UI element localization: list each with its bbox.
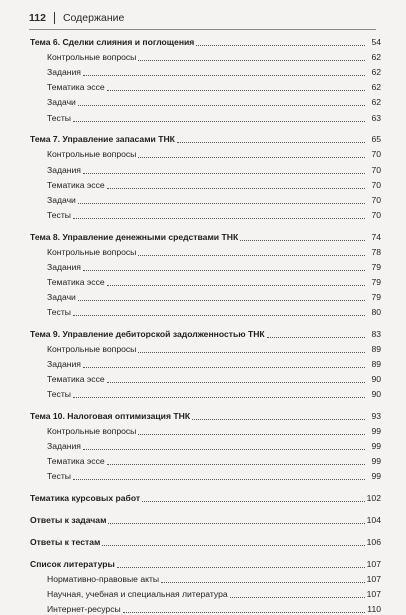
toc-subsection-page: 80 [371,307,381,318]
toc-subsection-label: Тематика эссе [47,82,105,93]
dot-leader [138,434,365,435]
dot-leader [142,501,365,502]
toc-subsection [30,385,381,400]
toc-subsection-label: Задачи [47,194,76,205]
dot-leader [108,523,364,524]
toc-subsection-label: Задания [47,164,81,175]
dot-leader [83,367,365,368]
toc-section [30,33,381,48]
toc-section-label: Тема 9. Управление дебиторской задолженностью ТНК [30,328,265,339]
toc-subsection [30,78,381,93]
toc-subsection [30,191,381,206]
group-spacer [30,548,381,555]
toc-subsection-page: 70 [371,164,381,175]
toc-subsection [30,160,381,175]
dot-leader [73,218,365,219]
toc-section-page: 65 [371,134,381,145]
page-number: 112 [29,12,46,24]
header-separator [54,12,55,24]
toc-section-label: Тема 10. Налоговая оптимизация ТНК [30,411,191,421]
toc-section-page: 106 [366,536,381,547]
section-title: Содержание [62,12,125,24]
group-spacer [30,124,381,131]
toc-subsection-label: Задания [47,261,81,272]
toc-subsection-page: 99 [371,471,381,482]
toc-section-label: Тема 8. Управление денежными средствами ТНК [30,231,239,242]
group-spacer [30,526,381,533]
toc-subsection-label: Задачи [47,291,76,302]
toc-subsection [30,467,381,482]
dot-leader [107,90,365,91]
toc-subsection-page: 99 [371,441,381,452]
toc-subsection-label: Задания [47,359,81,370]
dot-leader [138,60,365,61]
toc-section-label: Тематика курсовых работ [30,493,141,504]
dot-leader [138,352,365,353]
toc-section-label: Ответы к тестам [30,536,101,547]
toc-subsection [30,48,381,63]
toc-subsection-label: Научная, учебная и специальная литература [47,588,228,599]
toc-section-label: Тема 6. Сделки слияния и поглощения [30,37,195,48]
dot-leader [117,567,365,568]
toc-subsection-label: Тематика эссе [47,456,105,467]
toc-subsection-page: 99 [371,426,381,437]
dot-leader [102,545,364,546]
dot-leader [78,105,365,106]
toc-subsection [30,422,381,437]
toc-subsection-page: 70 [371,209,381,220]
toc-subsection-label: Тематика эссе [47,276,105,287]
toc-subsection-page: 62 [371,82,381,93]
toc-subsection [30,63,381,78]
dot-leader [138,157,365,158]
toc-subsection-page: 89 [371,359,381,370]
toc-subsection [30,303,381,318]
dot-leader [83,173,365,174]
toc-subsection [30,108,381,123]
toc-subsection-label: Тесты [47,112,71,123]
toc-subsection [30,258,381,273]
toc-subsection-label: Контрольные вопросы [47,149,137,160]
dot-leader [240,240,365,241]
toc-section [30,511,381,526]
toc-subsection [30,176,381,191]
dot-leader [161,582,365,583]
toc-subsection [30,370,381,385]
toc-subsection-page: 107 [366,573,381,584]
toc-section-label: Список литературы [30,558,115,569]
dot-leader [196,45,365,46]
dot-leader [192,419,365,420]
toc-subsection-label: Тесты [47,209,71,220]
toc-subsection [30,288,381,303]
toc-subsection-label: Контрольные вопросы [47,246,137,257]
toc-subsection [30,243,381,258]
toc-subsection-page: 89 [371,343,381,354]
toc-section [30,130,381,145]
toc-subsection [30,437,381,452]
table-of-contents [30,33,381,615]
toc-section-page: 54 [371,37,381,48]
toc-subsection-page: 79 [371,261,381,272]
toc-subsection [30,570,381,585]
toc-subsection-label: Контрольные вопросы [47,52,137,63]
dot-leader [138,255,365,256]
toc-subsection [30,452,381,467]
dot-leader [107,382,365,383]
toc-subsection-label: Задания [47,441,81,452]
toc-subsection-page: 70 [371,194,381,205]
toc-subsection-page: 70 [371,179,381,190]
toc-subsection [30,93,381,108]
dot-leader [73,397,365,398]
group-spacer [30,504,381,511]
dot-leader [123,612,365,613]
toc-subsection [30,206,381,221]
toc-subsection-page: 79 [371,291,381,302]
dot-leader [78,203,365,204]
dot-leader [83,449,365,450]
toc-subsection-page: 62 [371,97,381,108]
toc-subsection-page: 78 [371,246,381,257]
toc-subsection-page: 90 [371,374,381,385]
toc-subsection [30,600,381,615]
page-header [29,12,124,24]
toc-subsection [30,340,381,355]
dot-leader [107,188,365,189]
toc-subsection [30,273,381,288]
toc-section [30,325,381,340]
toc-subsection-label: Тесты [47,389,71,400]
toc-subsection-page: 79 [371,276,381,287]
toc-section [30,228,381,243]
toc-section-page: 83 [371,328,381,339]
toc-section-page: 104 [366,514,381,525]
toc-subsection-page: 62 [371,67,381,78]
dot-leader [73,479,365,480]
group-spacer [30,482,381,489]
toc-subsection-page: 110 [367,603,381,614]
toc-subsection-page: 70 [371,149,381,160]
toc-subsection-label: Нормативно-правовые акты [47,573,160,584]
dot-leader [73,121,365,122]
dot-leader [230,597,365,598]
dot-leader [83,75,365,76]
toc-subsection-label: Тесты [47,307,71,318]
toc-subsection-label: Контрольные вопросы [47,426,137,437]
header-rule [29,29,376,30]
toc-subsection-label: Тесты [47,471,71,482]
toc-subsection [30,585,381,600]
dot-leader [78,300,365,301]
toc-section-label: Ответы к задачам [30,514,107,525]
dot-leader [107,285,365,286]
toc-section [30,554,381,569]
toc-subsection-page: 63 [371,112,381,123]
toc-subsection-label: Тематика эссе [47,374,105,385]
toc-subsection-label: Задачи [47,97,76,108]
toc-section-label: Тема 7. Управление запасами ТНК [30,134,175,145]
toc-section-page: 107 [366,558,381,569]
dot-leader [73,315,365,316]
toc-section [30,533,381,548]
toc-subsection-page: 107 [366,588,381,599]
toc-subsection-page: 62 [371,52,381,63]
dot-leader [177,142,365,143]
toc-subsection [30,145,381,160]
toc-section [30,489,381,504]
toc-subsection [30,355,381,370]
dot-leader [267,337,365,338]
toc-section-page: 74 [371,231,381,242]
dot-leader [107,464,365,465]
group-spacer [30,221,381,228]
toc-section [30,407,381,422]
toc-subsection-label: Контрольные вопросы [47,343,137,354]
toc-section-page: 93 [371,411,381,421]
toc-subsection-label: Интернет-ресурсы [47,603,121,614]
dot-leader [83,270,365,271]
toc-subsection-label: Тематика эссе [47,179,105,190]
toc-subsection-page: 99 [371,456,381,467]
toc-subsection-label: Задания [47,67,81,78]
group-spacer [30,400,381,407]
toc-section-page: 102 [366,493,381,504]
toc-subsection-page: 90 [371,389,381,400]
group-spacer [30,318,381,325]
